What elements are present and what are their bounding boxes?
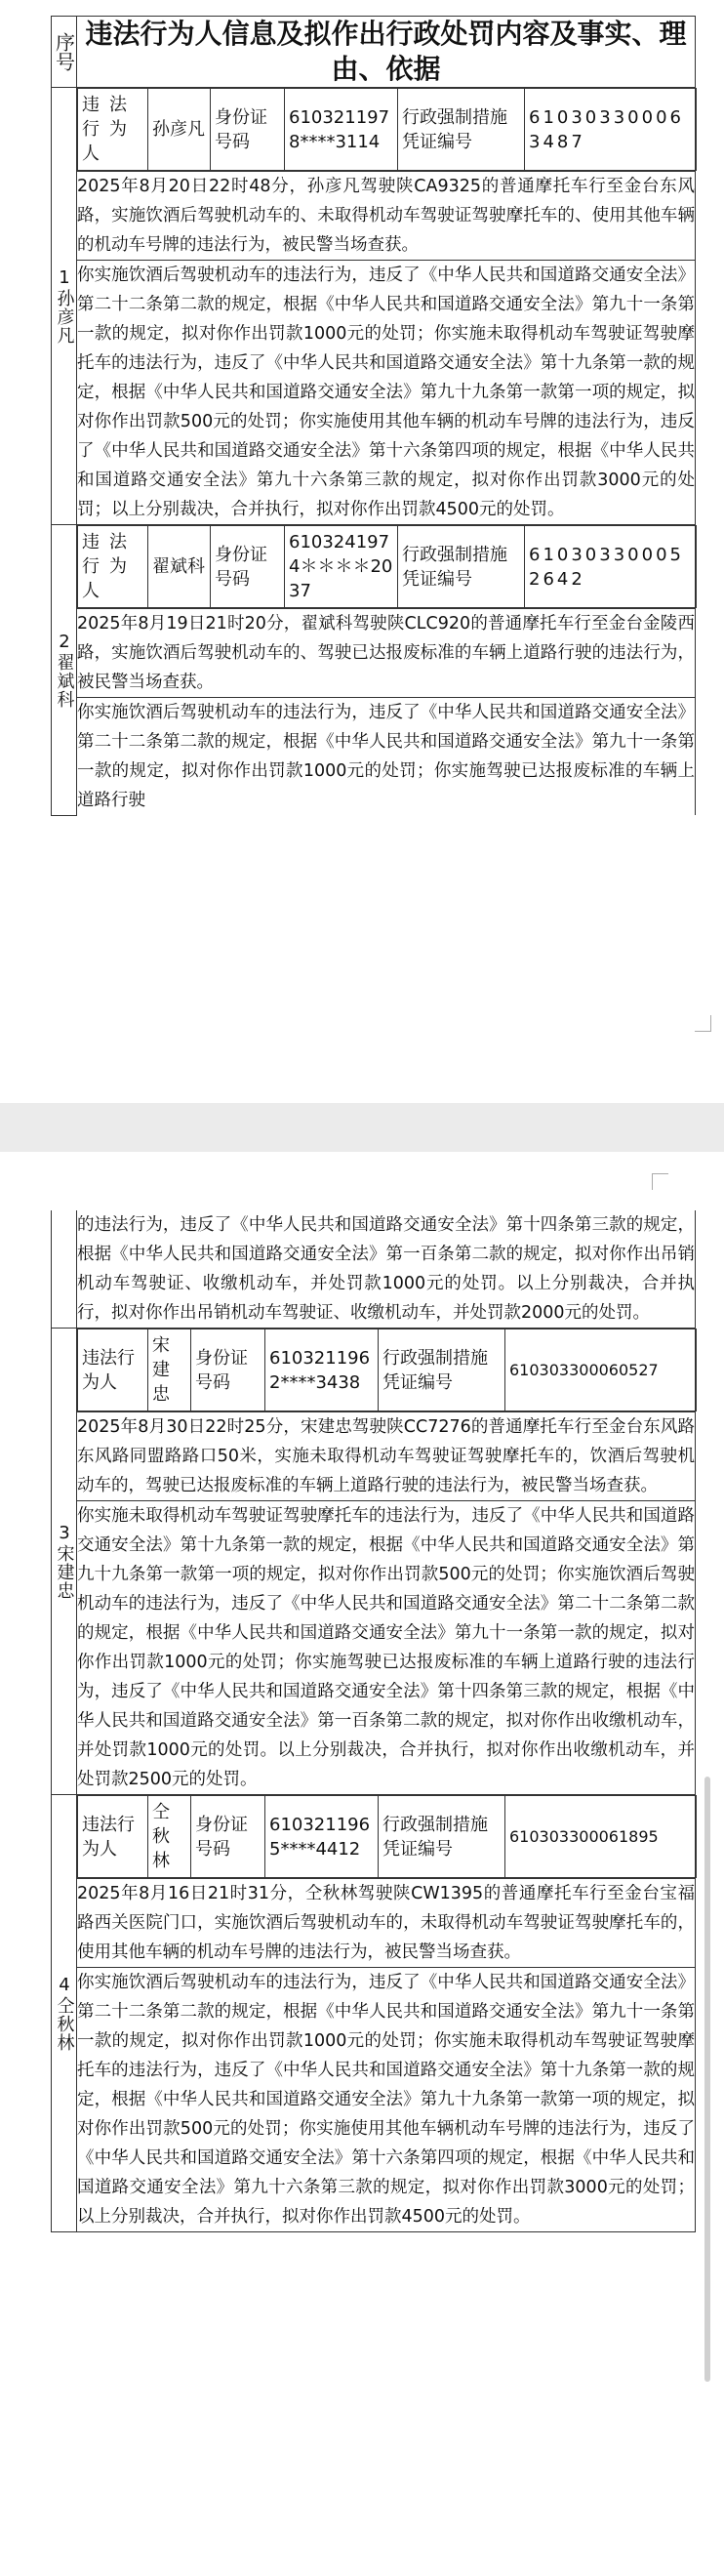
penalty-text: 你实施未取得机动车驾驶证驾驶摩托车的违法行为，违反了《中华人民共和国道路交通安全法》第十九条第一款的规定，根据《中华人民共和国道路交通安全法》第九十九条第一款第一项的规定，拟对你作出罚款500元的处罚；你实施饮酒后驾驶机动车的违法行为，违反了《中华人民共和国道路交通安全法》第二十二条第二款的规定，根据《中华人民共和国道路交通安全法》第九十一条第一款的规定，拟对你作出罚款1000元的处罚；你实施驾驶已达报废标准的车辆上道路行驶的违法行为，违反了《中华人民共和国道路交通安全法》第十四条第三款的规定，根据《中华人民共和国道路交通安全法》第一百条第二款的规定，拟对你作出收缴机动车，并处罚款1000元的处罚。以上分别裁决，合并执行，拟对你作出收缴机动车，并处罚款2500元的处罚。: [77, 1501, 696, 1795]
record-info-cell: [77, 1795, 696, 1879]
violator-name: 翟斌科: [148, 526, 211, 608]
page-separator: [0, 1103, 724, 1152]
violator-name: 仝秋林: [148, 1796, 191, 1878]
voucher-value: 610303300061895: [505, 1796, 697, 1878]
record-index-number: 4: [54, 1975, 75, 1996]
penalty-table-continued: [51, 1210, 696, 2232]
violator-label: 违法行为人: [78, 1796, 148, 1878]
record-info-table: [77, 1329, 697, 1411]
record-info-cell: [77, 1329, 696, 1412]
record-index-continued: [52, 1210, 77, 1329]
voucher-label: 行政强制措施凭证编号: [379, 1796, 505, 1878]
facts-text: 2025年8月19日21时20分，翟斌科驾驶陕CLC920的普通摩托车行至金台金陵西路，实施饮酒后驾驶机动车的、驾驶已达报废标准的车辆上道路行驶的违法行为，被民警当场查获。: [77, 609, 696, 698]
record-row: [52, 525, 696, 609]
id-number-value: 6103211965****4412: [265, 1796, 379, 1878]
id-number-label: 身份证号码: [191, 1329, 265, 1411]
scrollbar-thumb[interactable]: [704, 1777, 710, 2382]
record-info-cell: [77, 525, 696, 609]
penalty-text: 你实施饮酒后驾驶机动车的违法行为，违反了《中华人民共和国道路交通安全法》第二十二条第二款的规定，根据《中华人民共和国道路交通安全法》第九十一条第一款的规定，拟对你作出罚款1000元的处罚；你实施未取得机动车驾驶证驾驶摩托车的违法行为，违反了《中华人民共和国道路交通安全法》第十九条第一款的规定，根据《中华人民共和国道路交通安全法》第九十九条第一款第一项的规定，拟对你作出罚款500元的处罚；你实施使用其他车辆的机动车号牌的违法行为，违反了《中华人民共和国道路交通安全法》第十六条第四项的规定，根据《中华人民共和国道路交通安全法》第九十六条第三款的规定，拟对你作出罚款3000元的处罚；以上分别裁决，合并执行，拟对你作出罚款4500元的处罚。: [77, 261, 696, 525]
table-header-row: [52, 17, 696, 88]
record-index-name: 宋建忠: [54, 1544, 75, 1600]
id-number-value: 6103211962****3438: [265, 1329, 379, 1411]
facts-text: 2025年8月20日22时48分，孙彦凡驾驶陕CA9325的普通摩托车行至金台东风路，实施饮酒后驾驶机动车的、未取得机动车驾驶证驾驶摩托车的、使用其他车辆的机动车号牌的违法行为，被民警当场查获。: [77, 172, 696, 261]
index-header: 序号: [52, 17, 77, 88]
page-corner-mark: [695, 1015, 711, 1032]
record-index-number: 2: [54, 631, 75, 653]
facts-text: 2025年8月30日22时25分，宋建忠驾驶陕CC7276的普通摩托车行至金台东风路东风路同盟路路口50米，实施未取得机动车驾驶证驾驶摩托车的，饮酒后驾驶机动车的，驾驶已达报废标准的车辆上道路行驶的违法行为，被民警当场查获。: [77, 1412, 696, 1501]
voucher-label: 行政强制措施凭证编号: [398, 89, 525, 171]
page-corner-mark: [652, 1173, 668, 1190]
penalty-text: 你实施饮酒后驾驶机动车的违法行为，违反了《中华人民共和国道路交通安全法》第二十二条第二款的规定，根据《中华人民共和国道路交通安全法》第九十一条第一款的规定，拟对你作出罚款1000元的处罚；你实施驾驶已达报废标准的车辆上道路行驶: [77, 698, 696, 816]
record-index-name: 孙彦凡: [54, 289, 75, 345]
record-index-number: 3: [54, 1523, 75, 1544]
record-index-3: [52, 1329, 77, 1795]
record-row: [52, 88, 696, 172]
record-row: [52, 1795, 696, 1879]
record-index-name: 翟斌科: [54, 652, 75, 709]
id-number-value: 6103211978****3114: [285, 89, 398, 171]
record-info-table: [77, 1795, 697, 1878]
voucher-value: 610303300063487: [525, 89, 697, 171]
record-info-cell: [77, 88, 696, 172]
record-info-table: [77, 525, 697, 608]
id-number-label: 身份证号码: [211, 89, 285, 171]
record-row: [52, 1329, 696, 1412]
table-title: 违法行为人信息及拟作出行政处罚内容及事实、理由、依据: [77, 17, 696, 88]
voucher-value: 610303300052642: [525, 526, 697, 608]
penalty-text: 你实施饮酒后驾驶机动车的违法行为，违反了《中华人民共和国道路交通安全法》第二十二条第二款的规定，根据《中华人民共和国道路交通安全法》第九十一条第一款的规定，拟对你作出罚款1000元的处罚；你实施未取得机动车驾驶证驾驶摩托车的违法行为，违反了《中华人民共和国道路交通安全法》第十九条第一款的规定，根据《中华人民共和国道路交通安全法》第九十九条第一款第一项的规定，拟对你作出罚款500元的处罚；你实施使用其他车辆机动车号牌的违法行为，违反了《中华人民共和国道路交通安全法》第十六条第四项的规定，根据《中华人民共和国道路交通安全法》第九十六条第三款的规定，拟对你作出罚款3000元的处罚；以上分别裁决，合并执行，拟对你作出罚款4500元的处罚。: [77, 1968, 696, 2232]
voucher-value: 610303300060527: [505, 1329, 697, 1411]
violator-name: 宋建忠: [148, 1329, 191, 1411]
record-index-2: [52, 525, 77, 816]
voucher-label: 行政强制措施凭证编号: [379, 1329, 505, 1411]
record-index-4: [52, 1795, 77, 2232]
record-index-name: 仝秋林: [54, 1996, 75, 2052]
facts-text: 2025年8月16日21时31分，仝秋林驾驶陕CW1395的普通摩托车行至金台宝福路西关医院门口，实施饮酒后驾驶机动车的，未取得机动车驾驶证驾驶摩托车的，使用其他车辆的机动车号牌的违法行为，被民警当场查获。: [77, 1879, 696, 1968]
id-number-value: 6103241974＊＊＊＊2037: [285, 526, 398, 608]
document-page-1: [0, 0, 724, 1103]
violator-label: 违法行为人: [78, 1329, 148, 1411]
voucher-label: 行政强制措施凭证编号: [398, 526, 525, 608]
id-number-label: 身份证号码: [191, 1796, 265, 1878]
id-number-label: 身份证号码: [211, 526, 285, 608]
penalty-text-continued: 的违法行为，违反了《中华人民共和国道路交通安全法》第十四条第三款的规定，根据《中华人民共和国道路交通安全法》第一百条第二款的规定，拟对你作出吊销机动车驾驶证、收缴机动车，并处罚款1000元的处罚。以上分别裁决，合并执行，拟对你作出吊销机动车驾驶证、收缴机动车，并处罚款2000元的处罚。: [77, 1210, 696, 1329]
record-index-number: 1: [54, 267, 75, 289]
record-index-1: [52, 88, 77, 525]
penalty-table: [51, 16, 696, 816]
document-page-2: [0, 1152, 724, 2576]
violator-name: 孙彦凡: [148, 89, 211, 171]
violator-label: 违法行为人: [78, 526, 148, 608]
violator-label: 违法行为人: [78, 89, 148, 171]
record-info-table: [77, 88, 697, 171]
